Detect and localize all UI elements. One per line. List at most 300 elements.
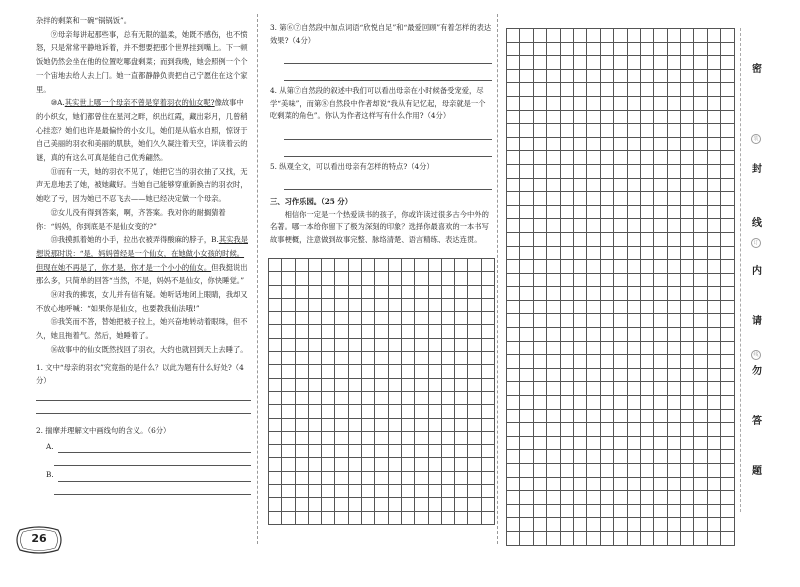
answer-line-3a[interactable]: [284, 49, 492, 64]
grid-cell[interactable]: [468, 378, 481, 391]
grid-cell[interactable]: [362, 338, 375, 351]
grid-cell[interactable]: [308, 272, 321, 285]
grid-cell[interactable]: [694, 355, 707, 369]
grid-cell[interactable]: [654, 151, 667, 165]
grid-cell[interactable]: [269, 498, 282, 511]
grid-cell[interactable]: [654, 110, 667, 124]
grid-cell[interactable]: [308, 378, 321, 391]
grid-cell[interactable]: [533, 232, 546, 246]
grid-cell[interactable]: [721, 124, 734, 138]
grid-cell[interactable]: [269, 431, 282, 444]
grid-cell[interactable]: [388, 405, 401, 418]
grid-cell[interactable]: [560, 328, 573, 342]
grid-cell[interactable]: [269, 391, 282, 404]
grid-cell[interactable]: [654, 409, 667, 423]
grid-cell[interactable]: [640, 137, 653, 151]
grid-cell[interactable]: [269, 458, 282, 471]
grid-cell[interactable]: [362, 485, 375, 498]
grid-cell[interactable]: [295, 431, 308, 444]
grid-cell[interactable]: [694, 219, 707, 233]
grid-cell[interactable]: [547, 164, 560, 178]
grid-cell[interactable]: [614, 341, 627, 355]
grid-cell[interactable]: [401, 391, 414, 404]
grid-cell[interactable]: [721, 260, 734, 274]
grid-cell[interactable]: [681, 205, 694, 219]
grid-cell[interactable]: [694, 205, 707, 219]
grid-cell[interactable]: [654, 219, 667, 233]
grid-cell[interactable]: [560, 110, 573, 124]
grid-cell[interactable]: [547, 124, 560, 138]
grid-cell[interactable]: [721, 232, 734, 246]
grid-cell[interactable]: [667, 83, 680, 97]
grid-cell[interactable]: [627, 396, 640, 410]
grid-cell[interactable]: [507, 69, 520, 83]
grid-cell[interactable]: [587, 56, 600, 70]
grid-cell[interactable]: [587, 314, 600, 328]
grid-cell[interactable]: [533, 436, 546, 450]
grid-cell[interactable]: [627, 287, 640, 301]
grid-cell[interactable]: [335, 391, 348, 404]
grid-cell[interactable]: [614, 42, 627, 56]
grid-cell[interactable]: [600, 531, 613, 545]
grid-cell[interactable]: [614, 504, 627, 518]
grid-cell[interactable]: [547, 246, 560, 260]
grid-cell[interactable]: [587, 477, 600, 491]
grid-cell[interactable]: [614, 110, 627, 124]
grid-cell[interactable]: [707, 423, 720, 437]
grid-cell[interactable]: [507, 368, 520, 382]
grid-cell[interactable]: [322, 259, 335, 272]
grid-cell[interactable]: [269, 471, 282, 484]
grid-cell[interactable]: [401, 498, 414, 511]
grid-cell[interactable]: [322, 272, 335, 285]
grid-cell[interactable]: [587, 464, 600, 478]
grid-cell[interactable]: [520, 409, 533, 423]
grid-cell[interactable]: [401, 298, 414, 311]
grid-cell[interactable]: [560, 192, 573, 206]
grid-cell[interactable]: [335, 272, 348, 285]
grid-cell[interactable]: [707, 396, 720, 410]
grid-cell[interactable]: [481, 338, 494, 351]
grid-cell[interactable]: [520, 287, 533, 301]
grid-cell[interactable]: [335, 365, 348, 378]
grid-cell[interactable]: [587, 504, 600, 518]
grid-cell[interactable]: [560, 69, 573, 83]
grid-cell[interactable]: [269, 352, 282, 365]
grid-cell[interactable]: [640, 151, 653, 165]
grid-cell[interactable]: [388, 431, 401, 444]
grid-cell[interactable]: [348, 325, 361, 338]
grid-cell[interactable]: [295, 511, 308, 524]
grid-cell[interactable]: [614, 137, 627, 151]
grid-cell[interactable]: [560, 504, 573, 518]
grid-cell[interactable]: [707, 29, 720, 43]
grid-cell[interactable]: [707, 368, 720, 382]
grid-cell[interactable]: [694, 382, 707, 396]
grid-cell[interactable]: [694, 42, 707, 56]
grid-cell[interactable]: [468, 325, 481, 338]
grid-cell[interactable]: [681, 69, 694, 83]
grid-cell[interactable]: [282, 498, 295, 511]
grid-cell[interactable]: [694, 246, 707, 260]
grid-cell[interactable]: [415, 325, 428, 338]
grid-cell[interactable]: [441, 405, 454, 418]
grid-cell[interactable]: [627, 491, 640, 505]
grid-cell[interactable]: [282, 458, 295, 471]
grid-cell[interactable]: [375, 365, 388, 378]
grid-cell[interactable]: [481, 471, 494, 484]
grid-cell[interactable]: [707, 178, 720, 192]
grid-cell[interactable]: [507, 56, 520, 70]
grid-cell[interactable]: [415, 298, 428, 311]
grid-cell[interactable]: [455, 352, 468, 365]
grid-cell[interactable]: [455, 325, 468, 338]
grid-cell[interactable]: [694, 273, 707, 287]
grid-cell[interactable]: [654, 341, 667, 355]
grid-cell[interactable]: [282, 285, 295, 298]
grid-cell[interactable]: [560, 531, 573, 545]
grid-cell[interactable]: [348, 431, 361, 444]
grid-cell[interactable]: [348, 338, 361, 351]
grid-cell[interactable]: [694, 232, 707, 246]
grid-cell[interactable]: [681, 518, 694, 532]
grid-cell[interactable]: [614, 450, 627, 464]
grid-cell[interactable]: [547, 504, 560, 518]
grid-cell[interactable]: [481, 458, 494, 471]
grid-cell[interactable]: [587, 205, 600, 219]
grid-cell[interactable]: [654, 56, 667, 70]
grid-cell[interactable]: [507, 96, 520, 110]
grid-cell[interactable]: [441, 352, 454, 365]
grid-cell[interactable]: [507, 137, 520, 151]
grid-cell[interactable]: [573, 531, 586, 545]
grid-cell[interactable]: [667, 328, 680, 342]
grid-cell[interactable]: [415, 471, 428, 484]
grid-cell[interactable]: [721, 29, 734, 43]
grid-cell[interactable]: [547, 436, 560, 450]
grid-cell[interactable]: [707, 69, 720, 83]
grid-cell[interactable]: [627, 42, 640, 56]
grid-cell[interactable]: [481, 365, 494, 378]
grid-cell[interactable]: [507, 314, 520, 328]
grid-cell[interactable]: [587, 300, 600, 314]
answer-line-2a2[interactable]: [54, 453, 251, 466]
answer-line-3b[interactable]: [284, 66, 492, 81]
grid-cell[interactable]: [282, 405, 295, 418]
grid-cell[interactable]: [415, 511, 428, 524]
grid-cell[interactable]: [587, 450, 600, 464]
grid-cell[interactable]: [560, 314, 573, 328]
grid-cell[interactable]: [654, 273, 667, 287]
grid-cell[interactable]: [707, 518, 720, 532]
grid-cell[interactable]: [520, 518, 533, 532]
grid-cell[interactable]: [468, 511, 481, 524]
grid-cell[interactable]: [335, 312, 348, 325]
grid-cell[interactable]: [587, 436, 600, 450]
grid-cell[interactable]: [428, 498, 441, 511]
grid-cell[interactable]: [533, 477, 546, 491]
grid-cell[interactable]: [600, 287, 613, 301]
grid-cell[interactable]: [600, 409, 613, 423]
grid-cell[interactable]: [348, 511, 361, 524]
grid-cell[interactable]: [362, 365, 375, 378]
grid-cell[interactable]: [667, 423, 680, 437]
grid-cell[interactable]: [587, 110, 600, 124]
grid-cell[interactable]: [455, 259, 468, 272]
grid-cell[interactable]: [308, 498, 321, 511]
grid-cell[interactable]: [681, 477, 694, 491]
grid-cell[interactable]: [533, 368, 546, 382]
grid-cell[interactable]: [614, 491, 627, 505]
grid-cell[interactable]: [600, 260, 613, 274]
grid-cell[interactable]: [308, 471, 321, 484]
grid-cell[interactable]: [401, 418, 414, 431]
grid-cell[interactable]: [295, 312, 308, 325]
grid-cell[interactable]: [560, 232, 573, 246]
grid-cell[interactable]: [654, 260, 667, 274]
grid-cell[interactable]: [507, 423, 520, 437]
grid-cell[interactable]: [348, 405, 361, 418]
grid-cell[interactable]: [681, 192, 694, 206]
grid-cell[interactable]: [654, 382, 667, 396]
grid-cell[interactable]: [627, 436, 640, 450]
grid-cell[interactable]: [573, 124, 586, 138]
grid-cell[interactable]: [507, 396, 520, 410]
grid-cell[interactable]: [667, 29, 680, 43]
grid-cell[interactable]: [533, 83, 546, 97]
grid-cell[interactable]: [707, 260, 720, 274]
grid-cell[interactable]: [388, 365, 401, 378]
grid-cell[interactable]: [362, 391, 375, 404]
grid-cell[interactable]: [388, 312, 401, 325]
grid-cell[interactable]: [455, 485, 468, 498]
grid-cell[interactable]: [707, 137, 720, 151]
grid-cell[interactable]: [401, 285, 414, 298]
grid-cell[interactable]: [308, 338, 321, 351]
grid-cell[interactable]: [547, 56, 560, 70]
grid-cell[interactable]: [335, 511, 348, 524]
grid-cell[interactable]: [681, 382, 694, 396]
grid-cell[interactable]: [428, 445, 441, 458]
grid-cell[interactable]: [694, 464, 707, 478]
grid-cell[interactable]: [520, 396, 533, 410]
grid-cell[interactable]: [654, 124, 667, 138]
grid-cell[interactable]: [520, 192, 533, 206]
grid-cell[interactable]: [707, 328, 720, 342]
grid-cell[interactable]: [348, 471, 361, 484]
grid-cell[interactable]: [547, 368, 560, 382]
grid-cell[interactable]: [600, 192, 613, 206]
grid-cell[interactable]: [640, 328, 653, 342]
grid-cell[interactable]: [441, 378, 454, 391]
grid-cell[interactable]: [533, 124, 546, 138]
grid-cell[interactable]: [375, 458, 388, 471]
grid-cell[interactable]: [694, 151, 707, 165]
grid-cell[interactable]: [707, 341, 720, 355]
grid-cell[interactable]: [681, 409, 694, 423]
grid-cell[interactable]: [573, 518, 586, 532]
grid-cell[interactable]: [520, 205, 533, 219]
grid-cell[interactable]: [587, 137, 600, 151]
grid-cell[interactable]: [415, 259, 428, 272]
grid-cell[interactable]: [308, 259, 321, 272]
grid-cell[interactable]: [547, 273, 560, 287]
grid-cell[interactable]: [681, 436, 694, 450]
grid-cell[interactable]: [614, 164, 627, 178]
grid-cell[interactable]: [600, 355, 613, 369]
grid-cell[interactable]: [614, 396, 627, 410]
grid-cell[interactable]: [560, 42, 573, 56]
grid-cell[interactable]: [681, 504, 694, 518]
grid-cell[interactable]: [707, 232, 720, 246]
grid-cell[interactable]: [614, 409, 627, 423]
grid-cell[interactable]: [600, 205, 613, 219]
grid-cell[interactable]: [533, 531, 546, 545]
grid-cell[interactable]: [547, 110, 560, 124]
grid-cell[interactable]: [507, 287, 520, 301]
grid-cell[interactable]: [520, 450, 533, 464]
grid-cell[interactable]: [721, 382, 734, 396]
grid-cell[interactable]: [507, 450, 520, 464]
grid-cell[interactable]: [322, 285, 335, 298]
grid-cell[interactable]: [681, 83, 694, 97]
grid-cell[interactable]: [468, 272, 481, 285]
grid-cell[interactable]: [375, 511, 388, 524]
grid-cell[interactable]: [520, 232, 533, 246]
grid-cell[interactable]: [388, 352, 401, 365]
grid-cell[interactable]: [667, 273, 680, 287]
grid-cell[interactable]: [640, 205, 653, 219]
grid-cell[interactable]: [627, 124, 640, 138]
grid-cell[interactable]: [282, 365, 295, 378]
grid-cell[interactable]: [681, 232, 694, 246]
grid-cell[interactable]: [428, 391, 441, 404]
grid-cell[interactable]: [388, 338, 401, 351]
grid-cell[interactable]: [640, 531, 653, 545]
grid-cell[interactable]: [335, 471, 348, 484]
grid-cell[interactable]: [614, 260, 627, 274]
grid-cell[interactable]: [388, 511, 401, 524]
grid-cell[interactable]: [614, 328, 627, 342]
grid-cell[interactable]: [573, 205, 586, 219]
grid-cell[interactable]: [654, 232, 667, 246]
grid-cell[interactable]: [681, 314, 694, 328]
grid-cell[interactable]: [507, 151, 520, 165]
grid-cell[interactable]: [587, 518, 600, 532]
grid-cell[interactable]: [681, 178, 694, 192]
grid-cell[interactable]: [455, 272, 468, 285]
grid-cell[interactable]: [627, 137, 640, 151]
grid-cell[interactable]: [614, 314, 627, 328]
grid-cell[interactable]: [721, 192, 734, 206]
grid-cell[interactable]: [520, 314, 533, 328]
grid-cell[interactable]: [520, 273, 533, 287]
grid-cell[interactable]: [600, 29, 613, 43]
grid-cell[interactable]: [322, 445, 335, 458]
grid-cell[interactable]: [533, 504, 546, 518]
grid-cell[interactable]: [468, 259, 481, 272]
grid-cell[interactable]: [654, 205, 667, 219]
grid-cell[interactable]: [707, 110, 720, 124]
grid-cell[interactable]: [441, 471, 454, 484]
grid-cell[interactable]: [533, 164, 546, 178]
grid-cell[interactable]: [627, 96, 640, 110]
grid-cell[interactable]: [322, 471, 335, 484]
grid-cell[interactable]: [627, 151, 640, 165]
grid-cell[interactable]: [520, 151, 533, 165]
grid-cell[interactable]: [560, 382, 573, 396]
grid-cell[interactable]: [362, 352, 375, 365]
grid-cell[interactable]: [428, 298, 441, 311]
grid-cell[interactable]: [707, 477, 720, 491]
grid-cell[interactable]: [681, 300, 694, 314]
grid-cell[interactable]: [308, 325, 321, 338]
grid-cell[interactable]: [694, 110, 707, 124]
grid-cell[interactable]: [335, 298, 348, 311]
grid-cell[interactable]: [348, 259, 361, 272]
grid-cell[interactable]: [468, 338, 481, 351]
grid-cell[interactable]: [308, 352, 321, 365]
grid-cell[interactable]: [707, 42, 720, 56]
grid-cell[interactable]: [721, 491, 734, 505]
grid-cell[interactable]: [282, 259, 295, 272]
grid-cell[interactable]: [388, 471, 401, 484]
grid-cell[interactable]: [375, 352, 388, 365]
grid-cell[interactable]: [547, 355, 560, 369]
grid-cell[interactable]: [573, 382, 586, 396]
grid-cell[interactable]: [600, 314, 613, 328]
grid-cell[interactable]: [388, 285, 401, 298]
grid-cell[interactable]: [441, 445, 454, 458]
grid-cell[interactable]: [600, 151, 613, 165]
grid-cell[interactable]: [640, 518, 653, 532]
grid-cell[interactable]: [681, 164, 694, 178]
grid-cell[interactable]: [573, 178, 586, 192]
grid-cell[interactable]: [707, 300, 720, 314]
grid-cell[interactable]: [335, 445, 348, 458]
grid-cell[interactable]: [362, 418, 375, 431]
grid-cell[interactable]: [428, 312, 441, 325]
grid-cell[interactable]: [362, 511, 375, 524]
grid-cell[interactable]: [627, 355, 640, 369]
grid-cell[interactable]: [627, 328, 640, 342]
grid-cell[interactable]: [560, 137, 573, 151]
grid-cell[interactable]: [481, 378, 494, 391]
grid-cell[interactable]: [721, 300, 734, 314]
grid-cell[interactable]: [533, 29, 546, 43]
grid-cell[interactable]: [600, 137, 613, 151]
answer-line-2a[interactable]: [58, 440, 251, 453]
grid-cell[interactable]: [587, 409, 600, 423]
grid-cell[interactable]: [614, 192, 627, 206]
grid-cell[interactable]: [587, 491, 600, 505]
grid-cell[interactable]: [335, 485, 348, 498]
grid-cell[interactable]: [721, 137, 734, 151]
grid-cell[interactable]: [560, 355, 573, 369]
grid-cell[interactable]: [441, 485, 454, 498]
grid-cell[interactable]: [573, 477, 586, 491]
grid-cell[interactable]: [533, 96, 546, 110]
grid-cell[interactable]: [533, 409, 546, 423]
grid-cell[interactable]: [721, 504, 734, 518]
grid-cell[interactable]: [721, 450, 734, 464]
grid-cell[interactable]: [507, 178, 520, 192]
grid-cell[interactable]: [640, 464, 653, 478]
grid-cell[interactable]: [481, 445, 494, 458]
grid-cell[interactable]: [654, 464, 667, 478]
grid-cell[interactable]: [654, 423, 667, 437]
grid-cell[interactable]: [269, 365, 282, 378]
